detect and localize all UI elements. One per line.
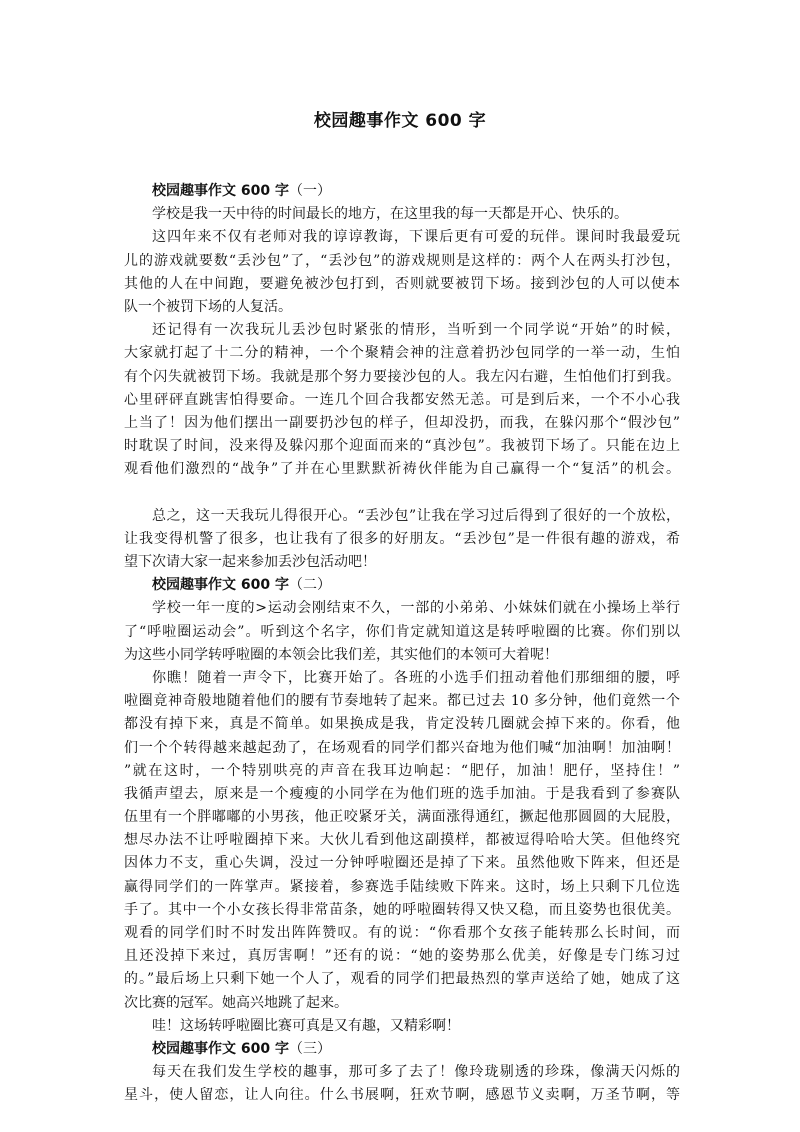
text-line: ”就在这时，一个特别哄亮的声音在我耳边响起：“肥仔，加油！肥仔，坚持住！” [124, 762, 680, 779]
text-line: 学校是我一天中待的时间最长的地方，在这里我的每一天都是开心、快乐的。 [152, 206, 628, 223]
section-heading-text: 校园趣事作文 600 字 [152, 1040, 289, 1057]
section-heading [124, 180, 680, 203]
text-line: 次比赛的冠军。她高兴地跳了起来。 [124, 994, 348, 1011]
document-body [124, 180, 680, 1108]
text-line: 心里砰砰直跳害怕得要命。一连几个回合我都安然无恙。可是到后来，一个不小心我 [124, 391, 680, 408]
text-line: 望下次请大家一起来参加丢沙包活动吧！ [124, 554, 376, 570]
text-line: 观看的同学们时不时发出阵阵赞叹。有的说：“你看那个女孩子能转那么长时间，而 [124, 925, 680, 941]
text-line: 们一个个转得越来越起劲了，在场观看的同学们都兴奋地为他们喊“加油啊！加油啊！ [124, 739, 680, 756]
text-line: 了“呼啦圈运动会”。听到这个名字，你们肯定就知道这是转呼啦圈的比赛。你们别以 [124, 623, 680, 640]
text-line: 且还没掉下来过，真厉害啊！”还有的说：“她的姿势那么优美，好像是专门练习过 [124, 948, 680, 965]
text-line: 哇！这场转呼啦圈比赛可真是又有趣，又精彩啊！ [152, 1017, 460, 1034]
text-line: 因体力不支，重心失调，没过一分钟呼啦圈还是掉了下来。虽然他败下阵来，但还是 [124, 855, 680, 872]
text-line: 儿的游戏就要数“丢沙包”了，“丢沙包”的游戏规则是这样的：两个人在两头打沙包， [124, 252, 680, 269]
text-line: 的。”最后场上只剩下她一个人了，观看的同学们把最热烈的掌声送给了她，她成了这 [124, 971, 680, 988]
section-heading-number: （一） [288, 183, 331, 199]
text-line: 队一个被罚下场的人复活。 [124, 298, 292, 315]
section-heading [124, 574, 680, 597]
text-line: 星斗，使人留恋，让人向往。什么书展啊，狂欢节啊，感恩节义卖啊，万圣节啊，等 [124, 1087, 680, 1104]
section-heading-number: （三） [288, 1040, 331, 1057]
blank-line [124, 481, 680, 504]
text-line: 学校一年一度的>运动会刚结束不久，一部的小弟弟、小妹妹们就在小操场上举行 [152, 600, 680, 617]
text-line: 为这些小同学转呼啦圈的本领会比我们差，其实他们的本领可大着呢！ [124, 646, 558, 663]
text-line: 你瞧！随着一声令下，比赛开始了。各班的小选手们扭动着他们那细细的腰，呼 [152, 669, 680, 686]
text-line: 赢得同学们的一阵掌声。紧接着，参赛选手陆续败下阵来。这时，场上只剩下几位选 [124, 878, 680, 895]
section-heading-text: 校园趣事作文 600 字 [152, 577, 289, 594]
text-line: 总之，这一天我玩儿得很开心。“丢沙包”让我在学习过后得到了很好的一个放松， [152, 507, 680, 524]
text-line: 手了。其中一个小女孩长得非常苗条，她的呼啦圈转得又快又稳，而且姿势也很优美。 [124, 901, 680, 918]
text-line: 观看他们激烈的“战争”了并在心里默默祈祷伙伴能为自己赢得一个“复活”的机会。 [124, 461, 680, 478]
section-heading [124, 1038, 680, 1061]
section-heading-text: 校园趣事作文 600 字 [152, 183, 289, 199]
section-heading-number: （二） [288, 577, 331, 594]
text-line: 每天在我们发生学校的趣事，那可多了去了！像玲珑剔透的珍珠，像满天闪烁的 [152, 1064, 680, 1081]
text-line: 伍里有一个胖嘟嘟的小男孩，他正咬紧牙关，满面涨得通红，撅起他那圆圆的大屁股， [124, 809, 680, 826]
text-line: 啦圈竟神奇般地随着他们的腰有节奏地转了起来。都已过去 10 多分钟，他们竟然一个 [124, 693, 680, 710]
text-line: 让我变得机警了很多，也让我有了很多的好朋友。“丢沙包”是一件很有趣的游戏，希 [124, 530, 680, 547]
text-line: 我循声望去，原来是一个瘦瘦的小同学在为他们班的选手加油。于是我看到了参赛队 [124, 785, 680, 802]
text-line: 有个闪失就被罚下场。我就是那个努力要接沙包的人。我左闪右避，生怕他们打到我。 [124, 368, 680, 385]
text-line: 这四年来不仅有老师对我的谆谆教诲，下课后更有可爱的玩伴。课间时我最爱玩 [152, 229, 680, 246]
text-line: 大家就打起了十二分的精神，一个个聚精会神的注意着扔沙包同学的一举一动，生怕 [124, 345, 680, 362]
text-line: 想尽办法不让呼啦圈掉下来。大伙儿看到他这副摸样，都被逗得哈哈大笑。但他终究 [124, 832, 680, 849]
text-line: 还记得有一次我玩儿丢沙包时紧张的情形，当听到一个同学说“开始”的时候， [152, 322, 680, 339]
text-line: 上当了！因为他们摆出一副要扔沙包的样子，但却没扔，而我，在躲闪那个“假沙包” [124, 414, 680, 431]
text-line: 其他的人在中间跑，要避免被沙包打到，否则就要被罚下场。接到沙包的人可以使本 [124, 275, 680, 292]
document-title: 校园趣事作文 600 字 [313, 111, 487, 131]
text-line: 都没有掉下来，真是不简单。如果换成是我，肯定没转几圈就会掉下来的。你看，他 [124, 716, 680, 733]
text-line: 时耽误了时间，没来得及躲闪那个迎面而来的“真沙包”。我被罚下场了。只能在边上 [124, 438, 680, 455]
